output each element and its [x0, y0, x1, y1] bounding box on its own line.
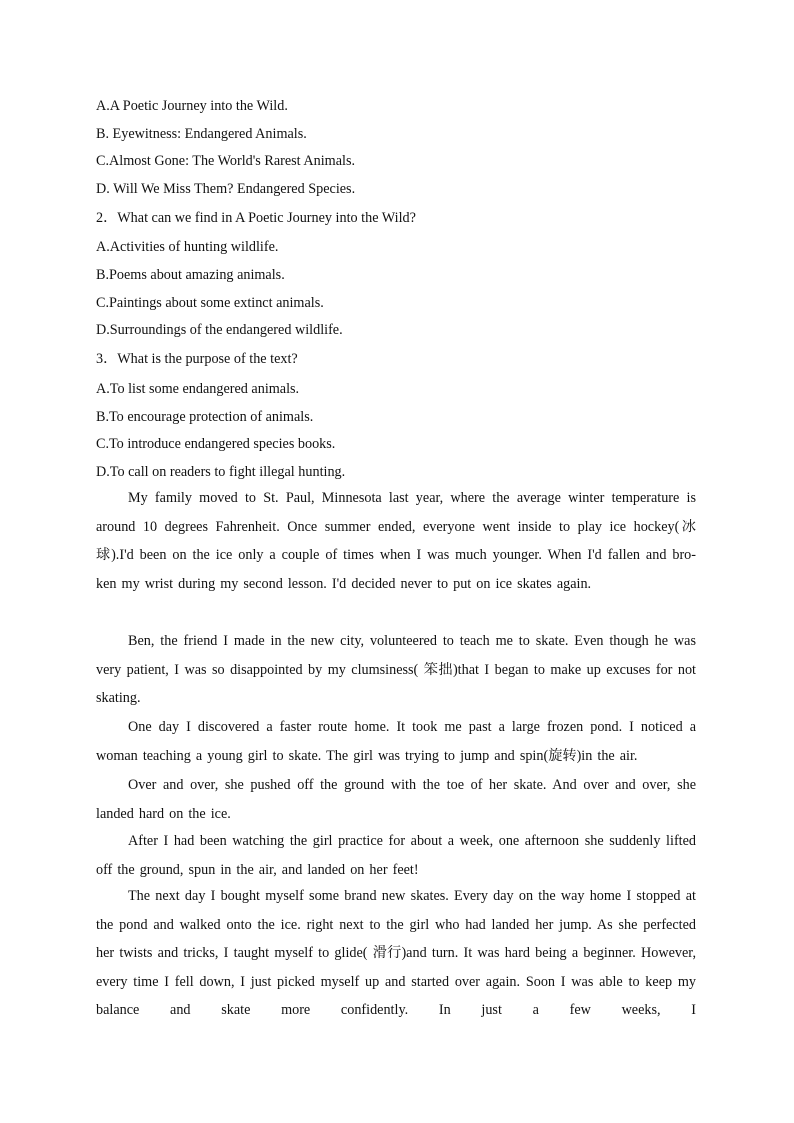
- passage-paragraph-6: The next day I bought myself some brand new skates. Every day on the way home I stopped at the pond and walked onto the ice. right next to the girl who had landed her jump. As she perfected her twists and tricks, I taught myself to glide( 滑行)and turn. It was hard being a beginner. However, every time I fell down, I just picked myself up and started over again. Soon I was able to keep my balance and skate more confidently. In just a few weeks, I: [96, 888, 696, 1019]
- q3-option-a: A.To list some endangered animals.: [96, 381, 300, 397]
- q3-option-c: C.To introduce endangered species books.: [96, 436, 336, 452]
- q1-option-b: B. Eyewitness: Endangered Animals.: [96, 126, 307, 142]
- q1-option-c: C.Almost Gone: The World's Rarest Animals.: [96, 153, 356, 169]
- q3-option-d: D.To call on readers to fight illegal hunting.: [96, 464, 346, 480]
- passage-paragraph-2: Ben, the friend I made in the new city, volunteered to teach me to skate. Even though he was very patient, I was so disappointed by my clumsiness( 笨拙)that I began to make up excuses for not skating.: [96, 633, 696, 707]
- q1-option-d: D. Will We Miss Them? Endangered Species.: [96, 181, 356, 197]
- q2-stem: 2．What can we find in A Poetic Journey into the Wild?: [96, 210, 416, 226]
- q2-option-a: A.Activities of hunting wildlife.: [96, 239, 279, 255]
- q2-option-c: C.Paintings about some extinct animals.: [96, 295, 324, 311]
- q2-option-b: B.Poems about amazing animals.: [96, 267, 285, 283]
- passage-paragraph-1: My family moved to St. Paul, Minnesota last year, where the average winter temperature is around 10 degrees Fahrenheit. Once summer ended, everyone went inside to play ice hockey(冰球).I'd been on the ice only a couple of times when I was much younger. When I'd fallen and bro- ken my wrist during my second lesson. I'd decided never to put on ice skates again.: [96, 490, 696, 592]
- passage-paragraph-3: One day I discovered a faster route home. It took me past a large frozen pond. I noticed a woman teaching a young girl to skate. The girl was trying to jump and spin(旋转)in the air.: [96, 719, 696, 764]
- q3-stem: 3．What is the purpose of the text?: [96, 351, 298, 367]
- q1-option-a: A.A Poetic Journey into the Wild.: [96, 98, 288, 114]
- passage-paragraph-4: Over and over, she pushed off the ground with the toe of her skate. And over and over, she landed hard on the ice.: [96, 777, 696, 822]
- passage-paragraph-5: After I had been watching the girl practice for about a week, one afternoon she suddenly lifted off the ground, spun in the air, and landed on her feet!: [96, 833, 696, 878]
- q2-option-d: D.Surroundings of the endangered wildlife.: [96, 322, 343, 338]
- q3-option-b: B.To encourage protection of animals.: [96, 409, 314, 425]
